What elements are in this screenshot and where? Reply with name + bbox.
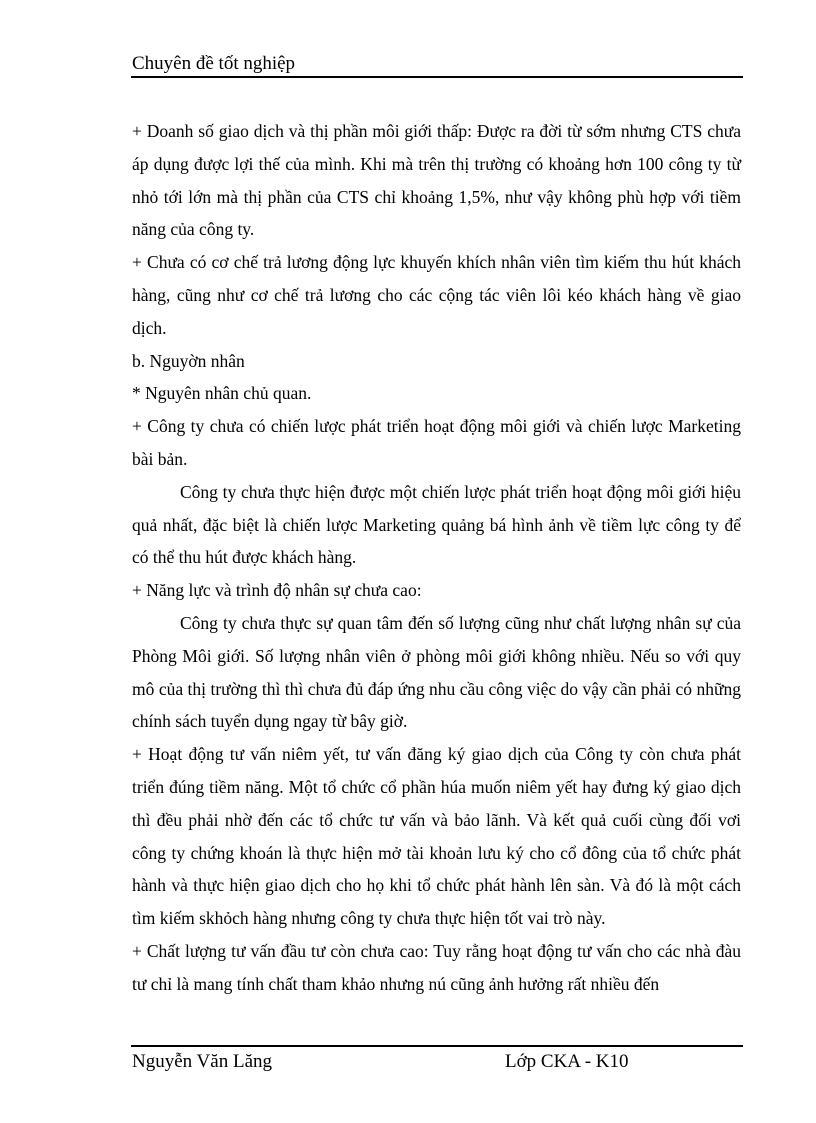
footer-author: Nguyễn Văn Lăng <box>132 1051 273 1072</box>
header-divider <box>131 76 743 78</box>
footer-divider <box>131 1045 743 1047</box>
paragraph-investment-advisory: + Chất lượng tư vấn đầu tư còn chưa cao: Tuy rằng hoạt động tư vấn cho các nhà đàu tư chỉ là mang tính chất tham khảo nhưng nú cũng ảnh hưởng rất nhiều đến <box>132 940 741 994</box>
section-heading-causes: b. Nguyờn nhân <box>132 350 245 371</box>
page-header-title: Chuyên đề tốt nghiệp <box>132 53 296 74</box>
paragraph-strategy: + Công ty chưa có chiến lược phát triển hoạt động môi giới và chiến lược Marketing bài bản. <box>132 416 741 469</box>
paragraph-strategy-detail: Công ty chưa thực hiện được một chiến lược phát triển hoạt động môi giới hiệu quả nhất, đặc biệt là chiến lược Marketing quảng bá hình ảnh về tiềm lực công ty để có thể thu hút được khách hàng. <box>132 481 741 568</box>
document-body <box>132 115 741 1001</box>
footer-class-label: Lớp CKA - K10 <box>505 1051 629 1072</box>
paragraph-staff-detail: Công ty chưa thực sự quan tâm đến số lượng cũng như chất lượng nhân sự của Phòng Môi giới. Số lượng nhân viên ở phòng môi giới không nhiều. Nếu so với quy mô của thị trường thì thì chưa đủ đáp ứng nhu cầu công việc do vậy cần phải có những chính sách tuyển dụng ngay từ bây giờ. <box>132 612 741 732</box>
paragraph-staff-capacity: + Năng lực và trình độ nhân sự chưa cao: <box>132 580 422 601</box>
paragraph-transaction-volume: + Doanh số giao dịch và thị phần môi giới thấp: Được ra đời từ sớm nhưng CTS chưa áp dụng được lợi thế của mình. Khi mà trên thị trường có khoảng hơn 100 công ty từ nhỏ tới lớn mà thị phần của CTS chỉ khoảng 1,5%, như vậy không phù hợp với tiềm năng của công ty. <box>132 121 741 240</box>
paragraph-listing-advisory: + Hoạt động tư vấn niêm yết, tư vấn đăng ký giao dịch của Công ty còn chưa phát triển đúng tiềm năng. Một tổ chức cổ phần húa muốn niêm yết hay đưng ký giao dịch thì đều phải nhờ đến các tổ chức tư vấn và bảo lãnh. Và kết quả cuối cùng đối vơi công ty chứng khoán là thực hiện mở tài khoản lưu ký cho cổ đông của tổ chức phát hành và thực hiện giao dịch cho họ khi tổ chức phát hành lên sàn. Và đó là một cách tìm kiếm skhỏch hàng nhưng công ty chưa thực hiện tốt vai trò này. <box>132 744 741 929</box>
paragraph-salary-mechanism: + Chưa có cơ chế trả lương động lực khuyến khích nhân viên tìm kiếm thu hút khách hàng, cũng như cơ chế trả lương cho các cộng tác viên lôi kéo khách hàng về giao dịch. <box>132 252 741 338</box>
subheading-subjective-causes: * Nguyên nhân chủ quan. <box>132 383 312 404</box>
